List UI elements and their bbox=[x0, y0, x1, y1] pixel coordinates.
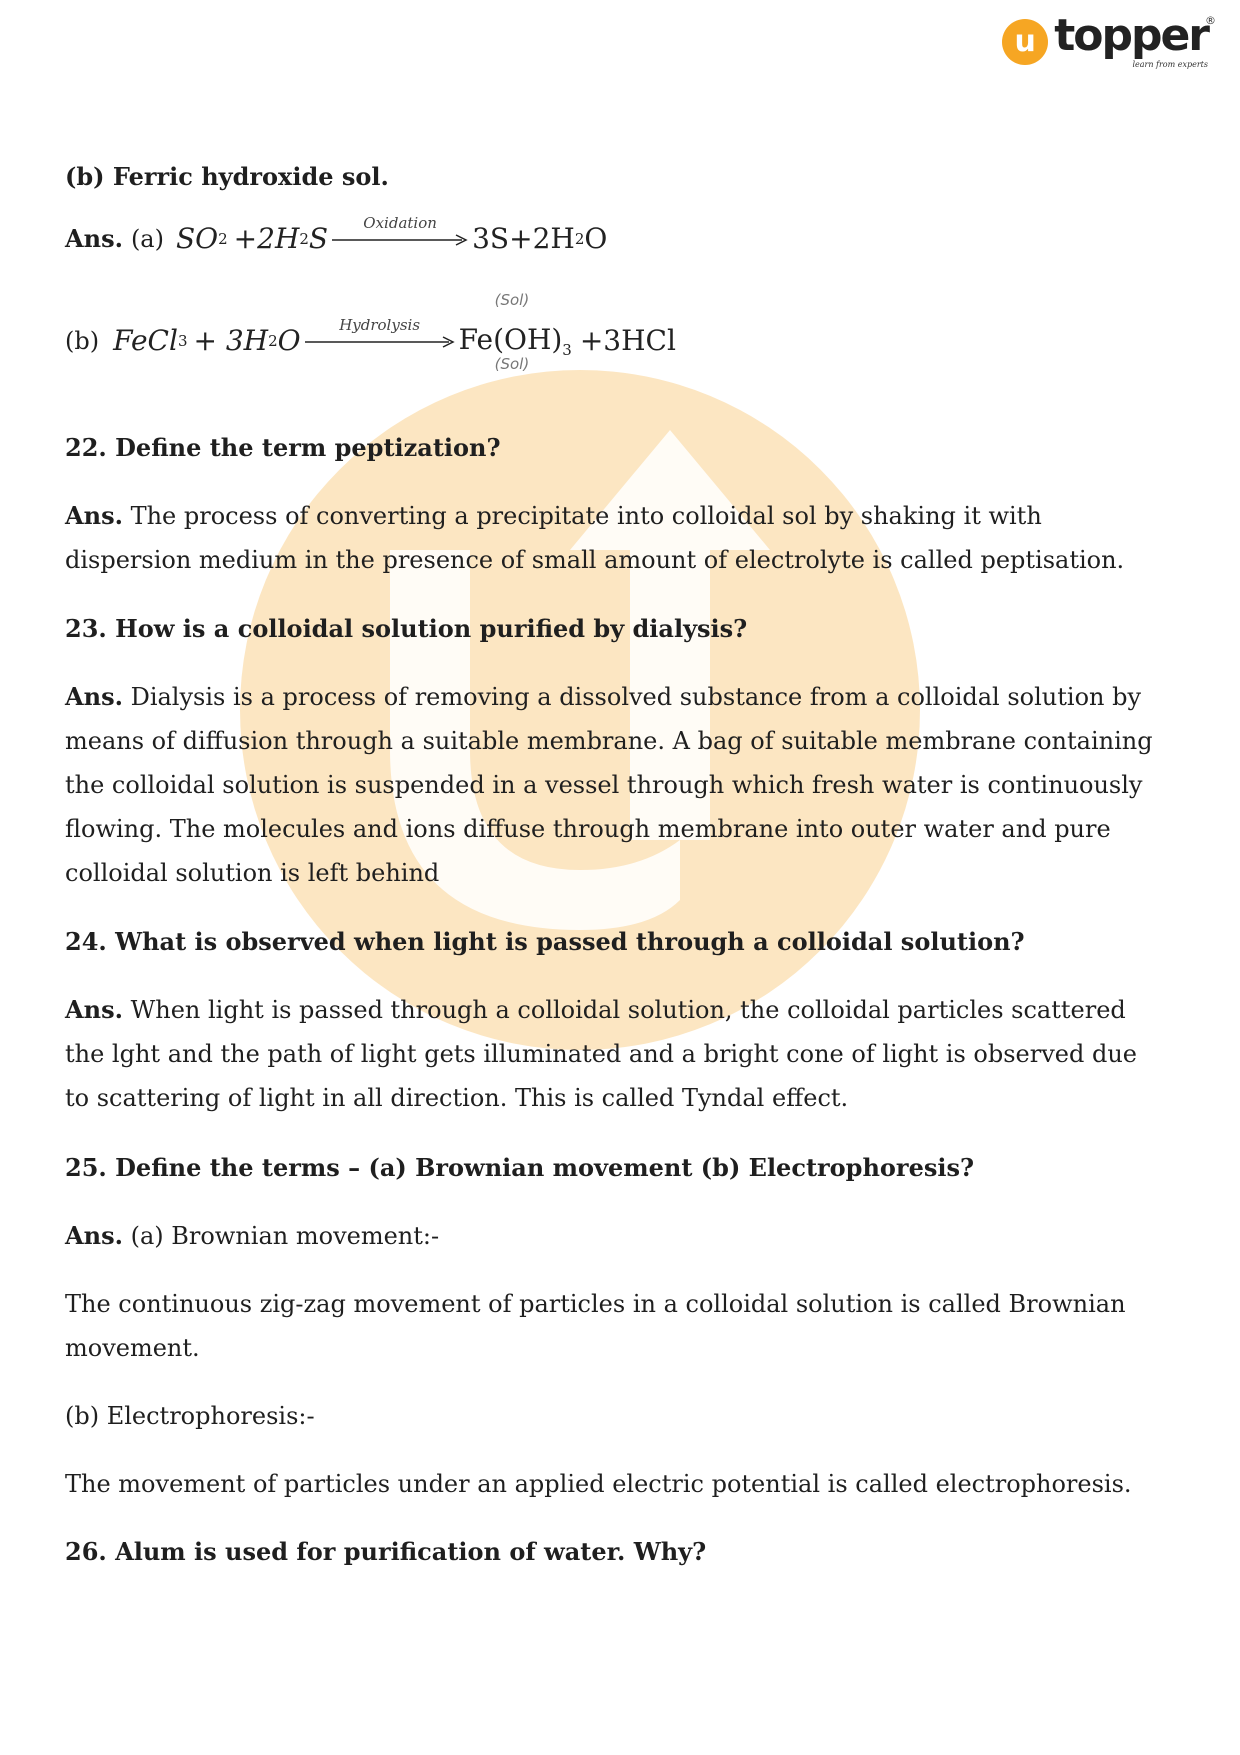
topper-logo bbox=[1002, 10, 1216, 69]
eq-b-lhs-2-end: O bbox=[277, 324, 301, 358]
eq-b-rhs-1: Fe(OH) bbox=[458, 323, 563, 356]
eq-b-part: (b) bbox=[65, 326, 100, 355]
logo-tagline: learn from experts bbox=[1132, 60, 1208, 69]
eq-b-sol-top: (Sol) bbox=[494, 291, 530, 309]
eq-b-rhs-2: +3HCl bbox=[579, 324, 676, 358]
eq-b-plus-1: + 3H bbox=[193, 324, 269, 358]
registered-mark: ® bbox=[1205, 14, 1216, 27]
equation-b bbox=[65, 291, 676, 373]
eq-a-plus-1: +2H bbox=[233, 222, 300, 255]
eq-a-lhs-1-sub: 2 bbox=[218, 229, 228, 248]
ans-label: Ans. bbox=[65, 501, 123, 530]
q22-answer-text: The process of converting a precipitate into colloidal sol by shaking it with dispersion medium in the presence of small amount of electrolyte is called peptisation. bbox=[65, 502, 1125, 574]
section-b-heading: (b) Ferric hydroxide sol. bbox=[65, 162, 389, 191]
q23-heading: 23. How is a colloidal solution purified by dialysis? bbox=[65, 614, 748, 643]
eq-a-lhs-2-end: S bbox=[308, 222, 329, 255]
eq-b-sol-bottom: (Sol) bbox=[494, 355, 530, 373]
q23-answer-text: Dialysis is a process of removing a dissolved substance from a colloidal solution by means of diffusion through a suitable membrane. A bag of suitable membrane containing the colloidal solution is suspended in a vessel through which fresh water is continuously flowing. The molecules and ions diffuse through membrane into outer water and pure colloidal solution is left behind bbox=[65, 683, 1153, 887]
eq-b-lhs-1-sub: 3 bbox=[177, 331, 188, 350]
ans-label: Ans. bbox=[65, 224, 123, 253]
eq-a-rhs-1-sub: 2 bbox=[574, 229, 585, 248]
ans-label: Ans. bbox=[65, 1221, 123, 1250]
eq-b-product bbox=[458, 291, 572, 373]
q24-heading: 24. What is observed when light is passed through a colloidal solution? bbox=[65, 927, 1025, 956]
q25-part-b-text: The movement of particles under an applied electric potential is called electrophoresis. bbox=[65, 1470, 1132, 1498]
q25-part-a-text: The continuous zig-zag movement of particles in a colloidal solution is called Brownian movement. bbox=[65, 1290, 1126, 1362]
eq-b-lhs-2-sub: 2 bbox=[268, 331, 278, 350]
eq-b-rhs-1-sub: 3 bbox=[562, 340, 572, 359]
q25-part-a: (a) Brownian movement:- bbox=[130, 1222, 440, 1250]
eq-a-lhs-1: SO bbox=[175, 222, 219, 255]
logo-text bbox=[1054, 10, 1208, 69]
ans-label: Ans. bbox=[65, 995, 123, 1024]
q25-heading: 25. Define the terms – (a) Brownian movement (b) Electrophoresis? bbox=[65, 1153, 975, 1182]
eq-b-lhs-1: FeCl bbox=[113, 324, 178, 358]
equation-a bbox=[65, 213, 608, 255]
eq-a-rhs-1: 3S+2H bbox=[472, 222, 575, 255]
q24-answer bbox=[65, 988, 1155, 1120]
eq-a-arrow bbox=[332, 213, 468, 254]
q22-answer bbox=[65, 494, 1155, 582]
right-arrow-icon bbox=[332, 234, 468, 246]
right-arrow-icon bbox=[305, 336, 455, 348]
eq-b-arrow bbox=[305, 315, 455, 356]
eq-a-lhs-2-sub: 2 bbox=[299, 229, 309, 248]
q22-heading: 22. Define the term peptization? bbox=[65, 433, 501, 462]
q23-answer bbox=[65, 675, 1155, 895]
ans-label: Ans. bbox=[65, 682, 123, 711]
q24-answer-text: When light is passed through a colloidal solution, the colloidal particles scattered the lght and the path of light gets illuminated and a bright cone of light is observed due to scattering of light in all direction. This is called Tyndal effect. bbox=[65, 996, 1137, 1112]
eq-a-rhs-1-end: O bbox=[584, 222, 608, 255]
q25-ans-line bbox=[65, 1214, 439, 1258]
q25-part-b: (b) Electrophoresis:- bbox=[65, 1402, 315, 1430]
q26-heading: 26. Alum is used for purification of water. Why? bbox=[65, 1537, 707, 1566]
logo-mark-icon: u bbox=[1002, 19, 1048, 65]
logo-word: topper bbox=[1054, 10, 1208, 61]
eq-a-part: (a) bbox=[130, 224, 164, 253]
eq-a-arrow-label: Oxidation bbox=[363, 213, 437, 232]
eq-b-arrow-label: Hydrolysis bbox=[339, 315, 421, 334]
